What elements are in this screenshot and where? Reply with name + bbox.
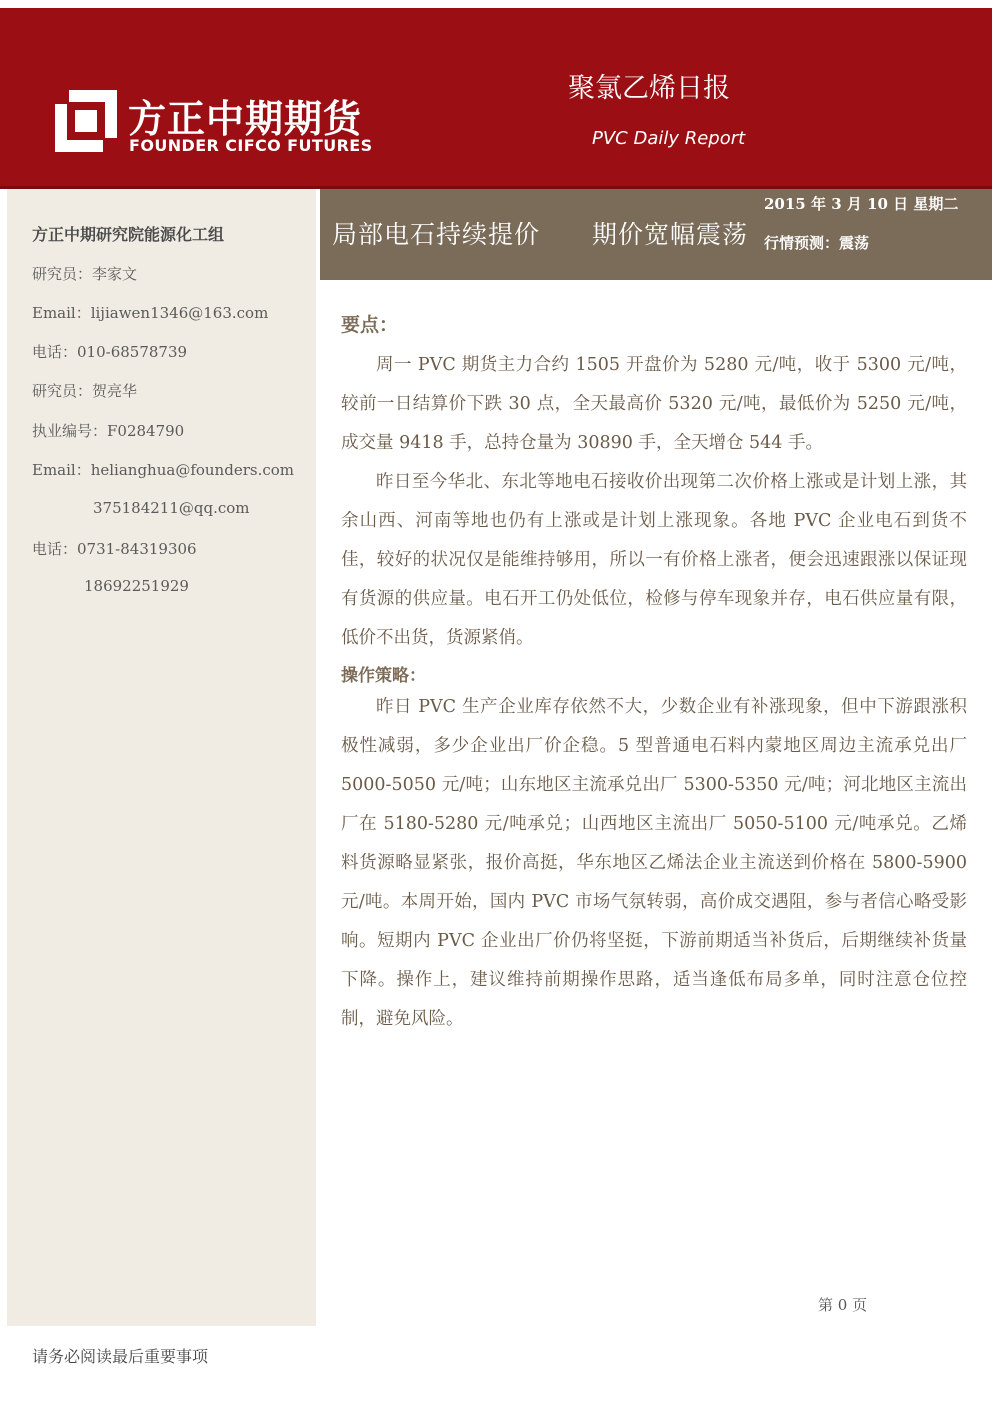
section-title-strategy: 操作策略： [341, 666, 426, 686]
analyst-sidebar [7, 189, 316, 1326]
paragraph-calcium-carbide: 昨日至今华北、东北等地电石接收价出现第二次价格上涨或是计划上涨，其余山西、河南等地也仍有上涨或是计划上涨现象。各地 PVC 企业电石到货不佳，较好的状况仅是能维持够用，所以一有价格上涨者，便会迅速跟涨以保证现有货源的供应量。电石开工仍处低位，检修与停车现象并存，电石供应量有限，低价不出货，货源紧俏。 [341, 472, 967, 648]
analyst-2-phone: 电话：0731-84319306 [32, 540, 197, 558]
report-title-en: PVC Daily Report [592, 128, 746, 149]
analyst-2-license: 执业编号：F0284790 [32, 422, 185, 440]
research-group: 方正中期研究院能源化工组 [32, 225, 225, 244]
analyst-1-phone: 电话：010-68578739 [32, 343, 188, 361]
analyst-1-name: 研究员：李家文 [32, 265, 138, 283]
analyst-2-email-alt: 375184211@qq.com [93, 499, 250, 517]
analyst-2-name: 研究员：贺亮华 [32, 382, 138, 400]
report-header [0, 8, 992, 189]
paragraph-market-summary: 周一 PVC 期货主力合约 1505 开盘价为 5280 元/吨，收于 5300 元/吨，较前一日结算价下跌 30 点，全天最高价 5320 元/吨，最低价为 5250 元/吨，成交量 9418 手，总持仓量为 30890 手，全天增仓 544 手。 [341, 355, 967, 453]
analyst-2-mobile: 18692251929 [84, 577, 189, 595]
report-date: 2015 年 3 月 10 日 星期二 [764, 195, 959, 213]
analyst-1-email: Email：lijiawen1346@163.com [32, 304, 269, 322]
headline-bar [320, 189, 992, 280]
disclaimer-note: 请务必阅读最后重要事项 [32, 1347, 209, 1366]
report-title-cn: 聚氯乙烯日报 [568, 73, 730, 104]
market-forecast: 行情预测：震荡 [764, 234, 870, 252]
section-title-key-points: 要点： [341, 314, 399, 336]
analyst-2-email: Email：helianghua@founders.com [32, 461, 294, 479]
company-name-cn: 方正中期期货 [128, 97, 363, 141]
page-title: 局部电石持续提价 期价宽幅震荡 [332, 220, 749, 249]
company-logo-icon [55, 90, 117, 152]
paragraph-strategy: 昨日 PVC 生产企业库存依然不大，少数企业有补涨现象，但中下游跟涨积极性减弱，多少企业出厂价企稳。5 型普通电石料内蒙地区周边主流承兑出厂 5000-5050 元/吨；山东地区主流承兑出厂 5300-5350 元/吨；河北地区主流出厂在 5180-5280 元/吨承兑；山西地区主流出厂 5050-5100 元/吨承兑。乙烯料货源略显紧张，报价高挺，华东地区乙烯法企业主流送到价格在 5800-5900 元/吨。本周开始，国内 PVC 市场气氛转弱，高价成交遇阻，参与者信心略受影响。短期内 PVC 企业出厂价仍将坚挺，下游前期适当补货后，后期继续补货量下降。操作上，建议维持前期操作思路，适当逢低布局多单，同时注意仓位控制，避免风险。 [341, 697, 967, 1029]
company-name-en: FOUNDER CIFCO FUTURES [129, 136, 373, 155]
page-number: 第 0 页 [818, 1296, 868, 1314]
